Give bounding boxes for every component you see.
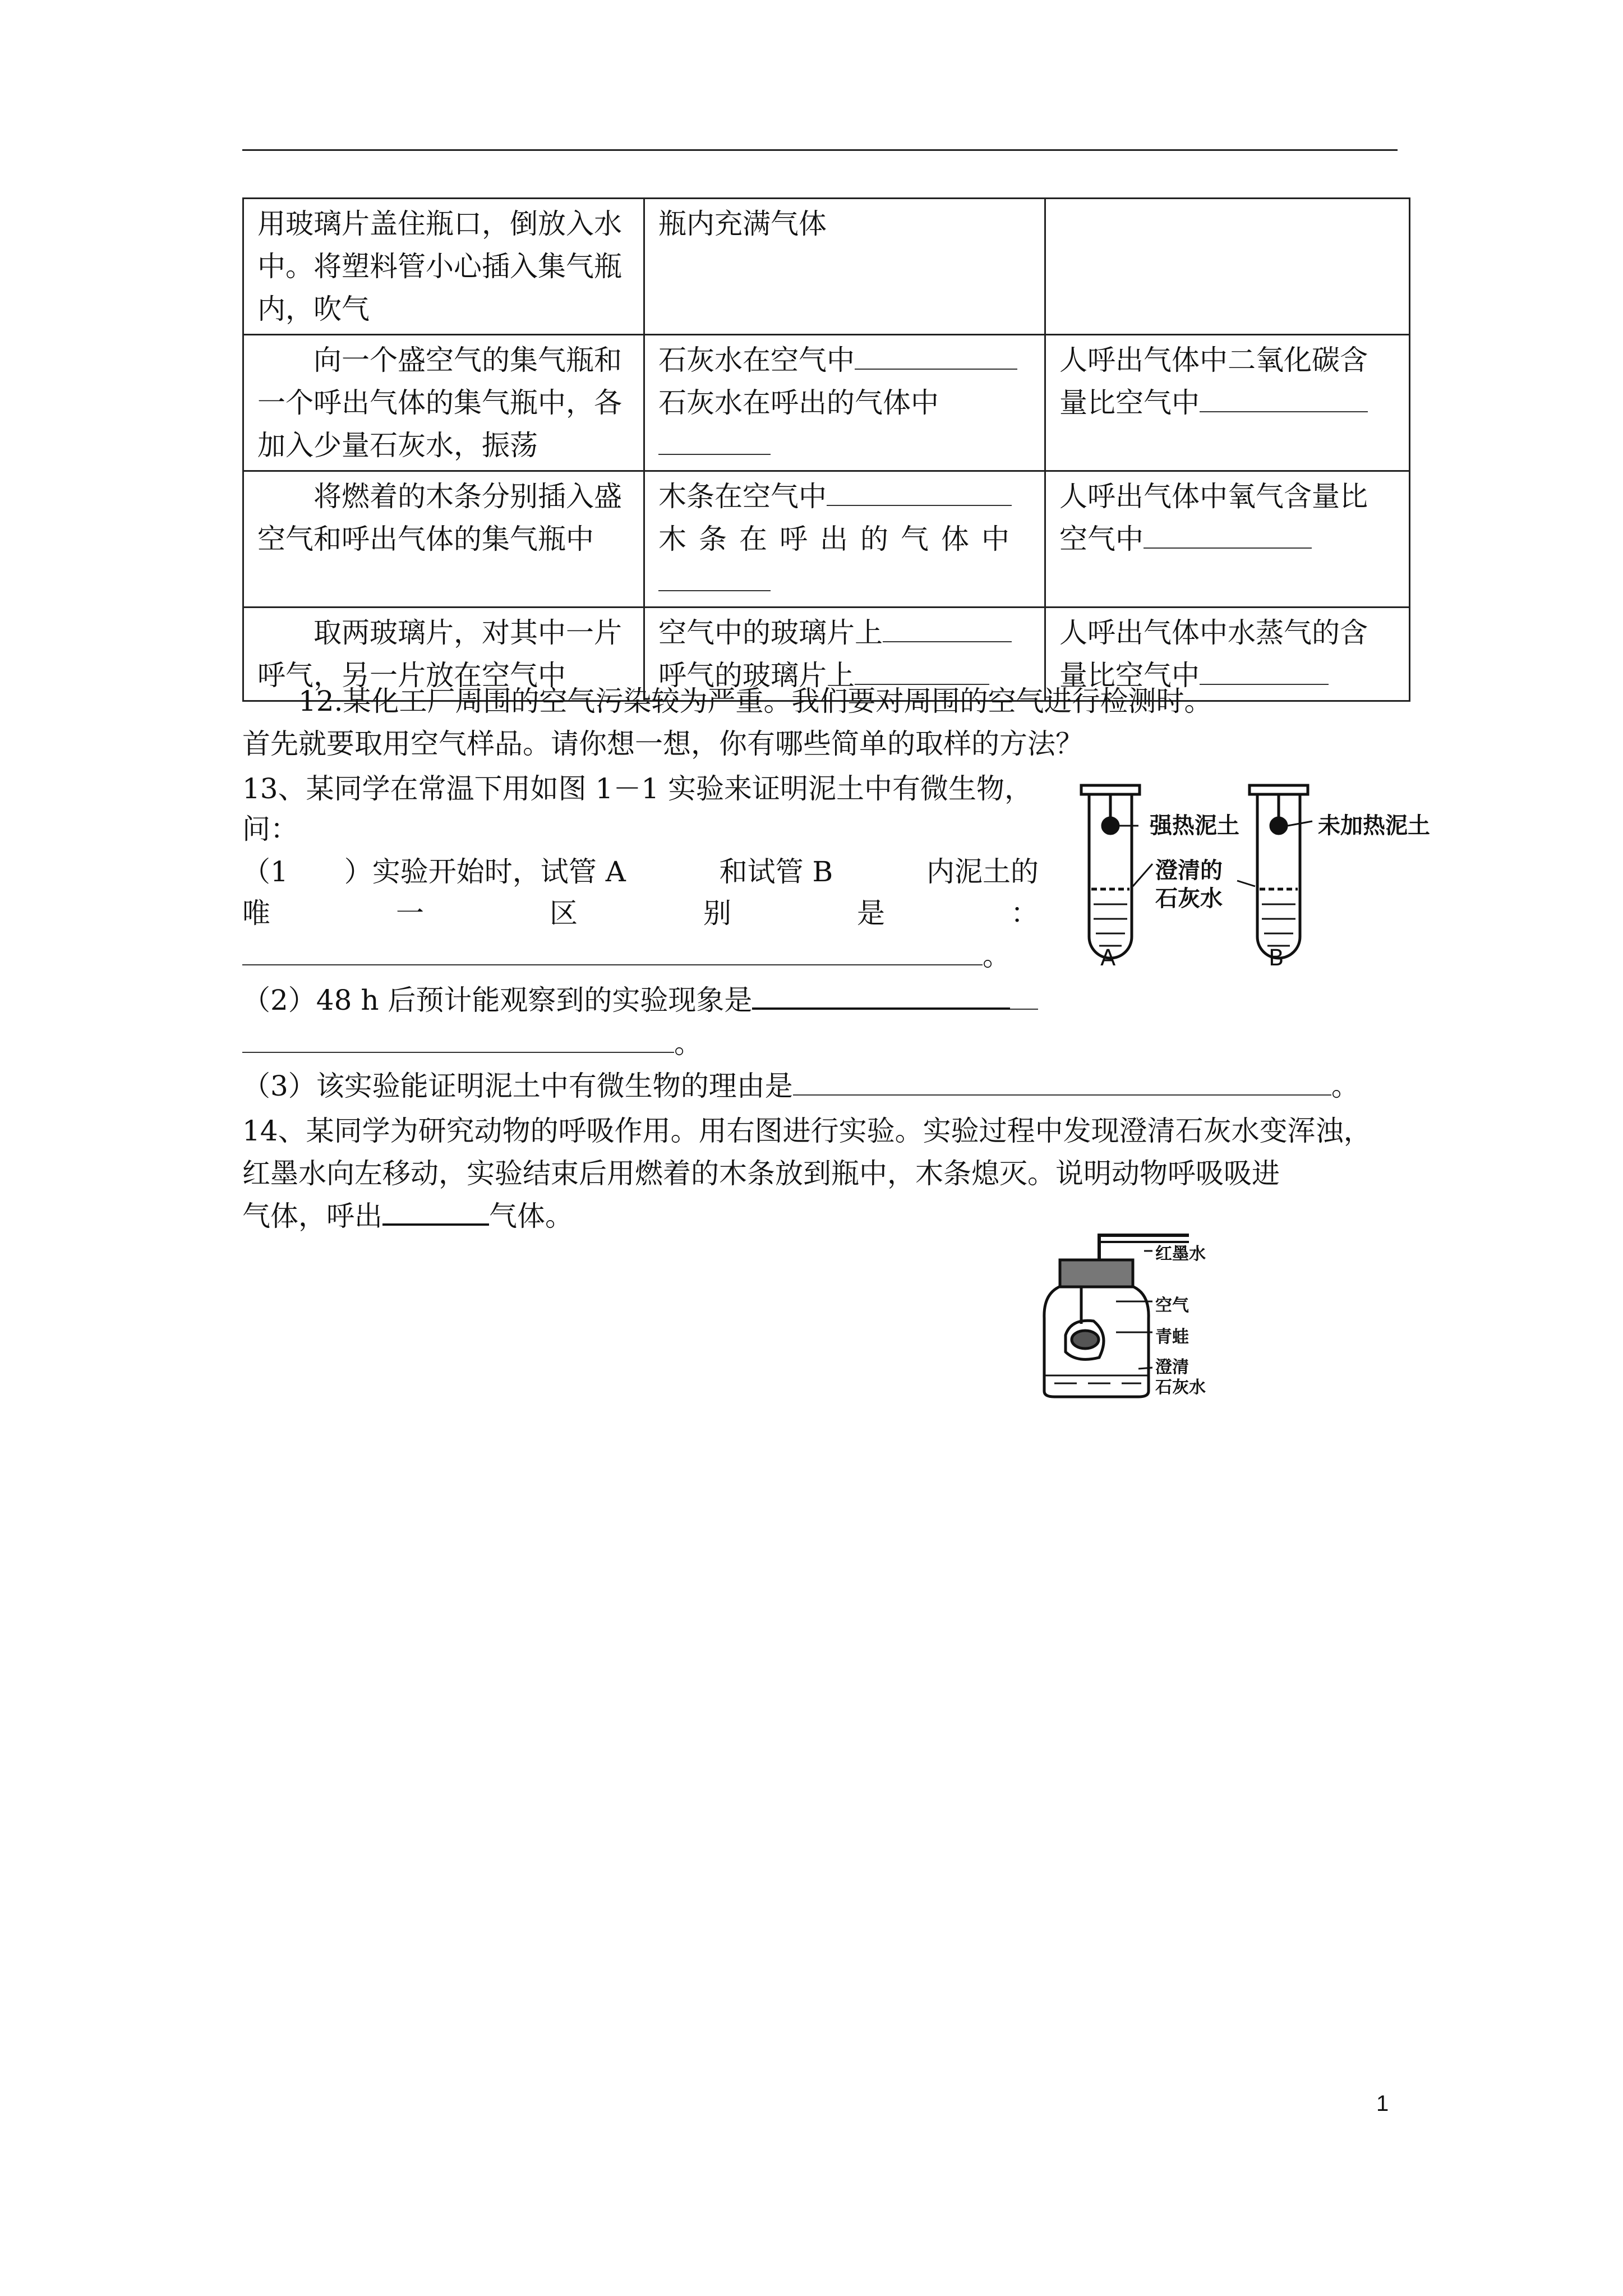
label-limewater-2: 石灰水	[1155, 886, 1223, 912]
q12-line1: 12.某化工厂周围的空气污染较为严重。我们要对周围的空气进行检测时。	[298, 685, 1212, 717]
conclusion-cell: 人呼出气体中氧气含量比空气中	[1045, 471, 1410, 608]
answer-blank	[242, 1023, 674, 1053]
phenomenon-cell: 瓶内充满气体	[644, 199, 1045, 335]
q12-line2: 首先就要取用空气样品。请你想一想，你有哪些简单的取样的方法？	[242, 728, 1083, 760]
conclusion-cell: 人呼出气体中二氧化碳含量比空气中	[1045, 335, 1410, 471]
answer-blank	[1144, 518, 1312, 549]
answer-blank	[752, 978, 1010, 1010]
phenomenon-cell	[644, 335, 1045, 471]
figure-1-1	[1054, 774, 1447, 976]
label-limewater: 石灰水	[1155, 1378, 1206, 1397]
q14-line3: 气体，呼出 气体。	[242, 1195, 573, 1237]
phenomenon-cell	[644, 471, 1045, 608]
answer-blank	[658, 425, 771, 455]
q13-part1-answer: 。	[242, 935, 1039, 977]
answer-blank	[855, 339, 1017, 370]
answer-blank	[883, 612, 1012, 642]
label-air: 空气	[1155, 1296, 1189, 1315]
label-clear: 澄清	[1155, 1358, 1189, 1377]
q14-line2: 红墨水向左移动，实验结束后用燃着的木条放到瓶中，木条熄灭。说明动物呼吸吸进	[242, 1157, 1280, 1190]
q13-part1-c: 内泥土的	[926, 855, 1039, 888]
q13-stem2: 问：	[242, 813, 298, 845]
operation-cell: 向一个盛空气的集气瓶和一个呼出气体的集气瓶中，各加入少量石灰水，振荡	[243, 335, 644, 471]
conclusion-cell	[1045, 199, 1410, 335]
phenomenon-text: 呼气的玻璃片上	[658, 659, 855, 692]
answer-blank	[658, 561, 771, 591]
operation-cell: 用玻璃片盖住瓶口，倒放入水中。将塑料管小心插入集气瓶内，吹气	[243, 199, 644, 335]
q13-part1-spread: 唯 一 区 别 是 ：	[242, 897, 1039, 930]
answer-blank	[793, 1065, 1331, 1096]
tube-b	[1249, 785, 1308, 958]
tube-a	[1081, 785, 1140, 958]
phenomenon-text: 石灰水在空气中	[658, 344, 855, 376]
answer-blank	[242, 935, 983, 965]
label-limewater-1: 澄清的	[1155, 858, 1223, 884]
answer-blank	[1200, 655, 1329, 685]
q14-line1: 14、某同学为研究动物的呼吸作用。用右图进行实验。实验过程中发现澄清石灰水变浑浊，	[242, 1115, 1372, 1147]
phenomenon-text: 空气中的玻璃片上	[658, 616, 883, 649]
label-unheated-soil: 未加热泥土	[1318, 813, 1430, 839]
figure-frog-jar	[1032, 1228, 1267, 1408]
phenomenon-text: 木条在空气中	[658, 480, 827, 513]
conclusion-cell: 人呼出气体中水蒸气的含量比空气中	[1045, 608, 1410, 701]
q13-part2: （2）48 h 后预计能观察到的实验现象是	[242, 978, 1083, 1022]
answer-blank	[827, 476, 1012, 506]
header-rule	[242, 149, 1398, 151]
label-frog: 青蛙	[1155, 1327, 1189, 1347]
q13-part1-b: 和试管 B	[719, 855, 833, 888]
operation-cell: 取两玻璃片，对其中一片呼气，另一片放在空气中	[243, 608, 644, 701]
table-row	[243, 335, 1410, 471]
phenomenon-text-spread: 石灰水在呼出的气体中	[658, 386, 939, 419]
q13-part1-a: （1 ）实验开始时，试管 A	[242, 855, 626, 888]
operation-cell: 将燃着的木条分别插入盛空气和呼出气体的集气瓶中	[243, 471, 644, 608]
table-row	[243, 471, 1410, 608]
answer-blank	[1200, 382, 1368, 412]
q13-stem1: 13、某同学在常温下用如图 1－1 实验来证明泥土中有微生物，	[242, 772, 1033, 805]
page-number: 1	[1376, 2091, 1389, 2116]
q13-part1	[242, 850, 1039, 893]
label-tube-a: A	[1100, 945, 1116, 971]
q13-part2-answer: 。	[242, 1022, 1039, 1065]
answer-blank	[382, 1195, 489, 1226]
experiment-table	[242, 197, 1410, 702]
phenomenon-text: 木条在呼出的气体中	[658, 523, 1022, 555]
table-row	[243, 199, 1410, 335]
label-red-ink: 红墨水	[1155, 1244, 1206, 1264]
label-strong-heat-soil: 强热泥土	[1150, 813, 1239, 839]
frog-jar-diagram	[1032, 1228, 1267, 1408]
q13-part3: （3）该实验能证明泥土中有微生物的理由是 。	[242, 1065, 1420, 1107]
label-tube-b: B	[1269, 945, 1284, 971]
answer-blank	[1010, 979, 1038, 1010]
